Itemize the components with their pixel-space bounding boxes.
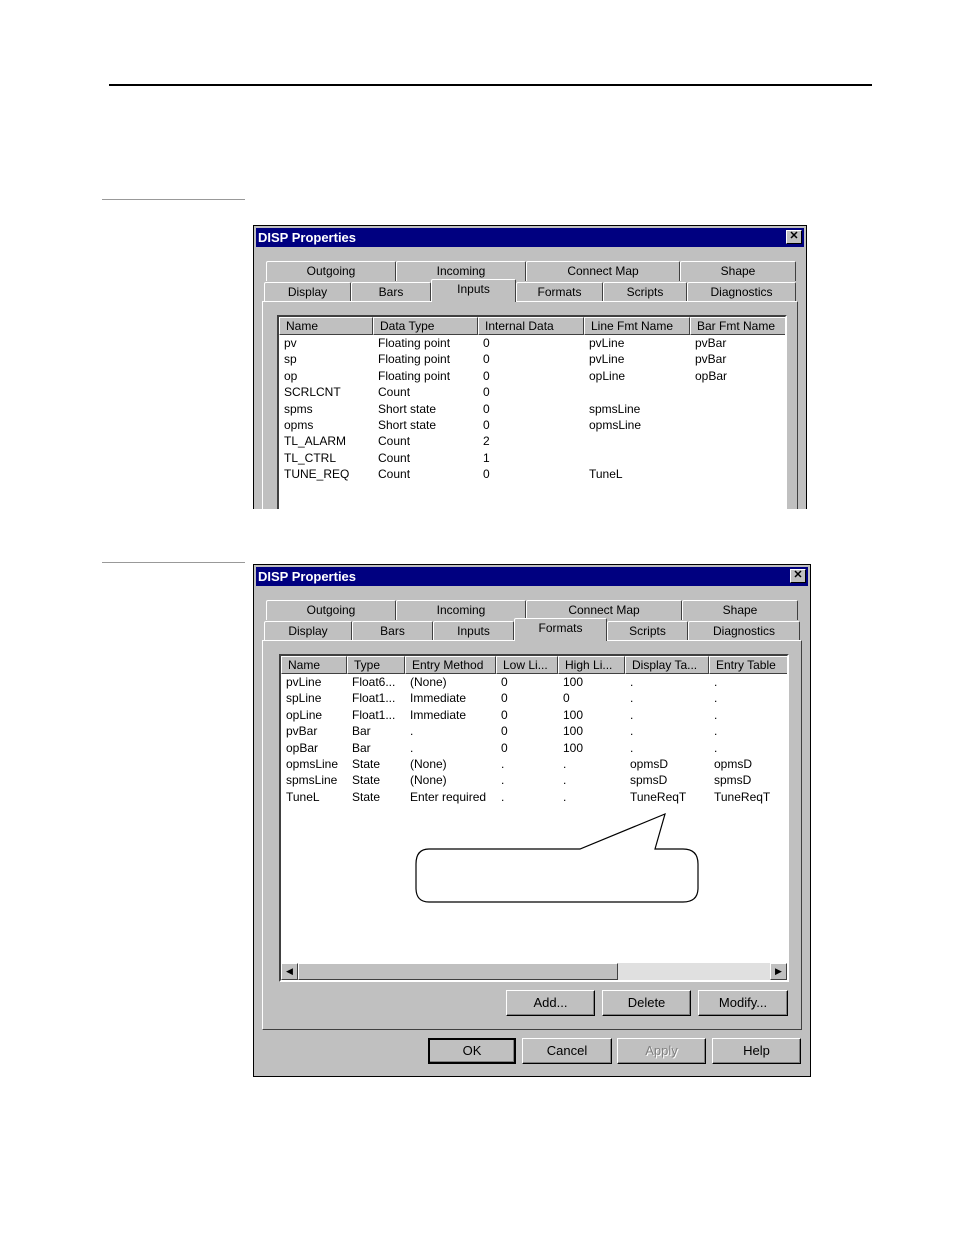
table-cell: 0 (501, 691, 508, 706)
tab-display[interactable]: Display (264, 621, 352, 641)
table-cell: pvBar (286, 724, 318, 739)
table-cell: . (630, 724, 634, 739)
tab-bars[interactable]: Bars (351, 282, 431, 302)
table-cell: sp (284, 352, 297, 367)
add-button[interactable]: Add... (506, 990, 595, 1016)
tab-incoming[interactable]: Incoming (396, 600, 526, 620)
table-cell: SCRLCNT (284, 385, 341, 400)
table-cell: Short state (378, 418, 437, 432)
table-cell: . (714, 724, 718, 739)
table-cell: opmsD (714, 757, 753, 771)
table-cell: TuneReqT (630, 789, 687, 804)
table-cell: (None) (410, 675, 447, 689)
table-cell: Floating point (378, 368, 451, 383)
table-cell: . (630, 740, 634, 755)
table-cell: 0 (483, 418, 490, 432)
table-cell: . (630, 691, 634, 706)
table-row[interactable] (279, 417, 785, 433)
table-cell: spLine (286, 691, 322, 706)
table-cell: . (563, 789, 567, 804)
scroll-left-icon[interactable]: ◀ (281, 963, 298, 980)
table-cell: Count (378, 450, 411, 465)
table-row[interactable] (281, 772, 787, 788)
table-cell: Bar (352, 740, 371, 755)
tab-inputs[interactable]: Inputs (431, 279, 516, 302)
close-icon[interactable]: ✕ (790, 569, 806, 583)
delete-button[interactable]: Delete (602, 990, 691, 1016)
table-cell: spmsLine (286, 773, 338, 788)
tab-diagnostics[interactable]: Diagnostics (687, 282, 796, 302)
cancel-button[interactable]: Cancel (522, 1038, 612, 1064)
table-cell: TuneReqT (714, 789, 771, 804)
inputs-list[interactable] (277, 315, 787, 509)
table-cell: Short state (378, 401, 437, 416)
tab-scripts[interactable]: Scripts (603, 282, 687, 302)
column-header-bar-fmt-name[interactable]: Bar Fmt Name (690, 317, 787, 335)
title-bar (256, 228, 804, 247)
table-cell: Float1... (352, 707, 396, 722)
table-cell: pvBar (695, 336, 727, 350)
table-cell: TuneL (589, 467, 623, 482)
table-cell: opmsLine (286, 757, 339, 771)
table-cell: . (563, 773, 567, 788)
table-cell: opmsD (630, 757, 669, 771)
modify-button[interactable]: Modify... (698, 990, 788, 1016)
table-cell: 0 (483, 352, 490, 367)
table-cell: 100 (563, 675, 584, 689)
table-cell: Count (378, 385, 411, 400)
table-cell: opLine (286, 707, 323, 722)
table-cell: spmsD (714, 773, 752, 788)
tab-formats[interactable]: Formats (516, 282, 603, 302)
table-cell: Floating point (378, 352, 451, 367)
table-cell: . (714, 691, 718, 706)
tab-outgoing[interactable]: Outgoing (266, 600, 396, 620)
table-cell: 100 (563, 740, 584, 755)
table-cell: Floating point (378, 336, 451, 350)
column-header-internal-data[interactable]: Internal Data (478, 317, 584, 335)
table-row[interactable] (281, 690, 787, 706)
table-cell: 0 (501, 675, 508, 689)
table-row[interactable] (281, 707, 787, 723)
tab-connect-map[interactable]: Connect Map (526, 600, 682, 620)
table-row[interactable] (279, 368, 785, 384)
table-cell: 0 (501, 707, 508, 722)
tab-diagnostics[interactable]: Diagnostics (688, 621, 800, 641)
scroll-right-icon[interactable]: ▶ (770, 963, 787, 980)
table-cell: spms (284, 401, 313, 416)
table-cell: spmsD (630, 773, 668, 788)
table-row[interactable] (281, 723, 787, 739)
table-cell: . (501, 757, 505, 771)
disp-properties-dialog-inputs (253, 225, 807, 509)
table-cell: opmsLine (589, 418, 642, 432)
scroll-thumb[interactable] (298, 963, 618, 980)
column-header-entry-table[interactable]: Entry Table (709, 656, 789, 674)
tab-incoming[interactable]: Incoming (396, 261, 526, 281)
table-cell: opLine (589, 368, 626, 383)
tab-scripts[interactable]: Scripts (607, 621, 688, 641)
table-cell: . (630, 707, 634, 722)
table-cell: 0 (501, 724, 508, 739)
table-cell: . (410, 724, 414, 739)
table-cell: pvLine (286, 675, 322, 689)
column-header-line-fmt-name[interactable]: Line Fmt Name (584, 317, 690, 335)
table-cell: TL_ALARM (284, 434, 347, 449)
column-header-display-table[interactable]: Display Ta... (625, 656, 709, 674)
close-icon[interactable]: ✕ (786, 230, 802, 244)
tab-connect-map[interactable]: Connect Map (526, 261, 680, 281)
table-cell: pvBar (695, 352, 727, 367)
column-header-type[interactable]: Type (347, 656, 405, 674)
table-cell: . (714, 675, 718, 689)
table-cell: pv (284, 336, 297, 350)
table-cell: Bar (352, 724, 371, 739)
table-cell: 2 (483, 434, 490, 449)
table-cell: spmsLine (589, 401, 641, 416)
page-top-rule (109, 84, 872, 86)
table-cell: Float6... (352, 675, 396, 689)
table-cell: TUNE_REQ (284, 467, 350, 482)
table-cell: 0 (483, 385, 490, 400)
table-row[interactable] (281, 674, 787, 690)
table-cell: Enter required (410, 789, 487, 804)
table-cell: Immediate (410, 691, 467, 706)
table-cell: 0 (501, 740, 508, 755)
table-cell: 0 (483, 368, 490, 383)
table-cell: 0 (483, 467, 490, 482)
table-row[interactable] (279, 384, 785, 400)
table-row[interactable] (279, 450, 785, 466)
tab-bars[interactable]: Bars (352, 621, 433, 641)
dialog-title: DISP Properties (258, 569, 357, 584)
callout-bubble (415, 812, 699, 904)
table-cell: Count (378, 434, 411, 449)
table-cell: 100 (563, 724, 584, 739)
column-header-name[interactable]: Name (279, 317, 373, 335)
table-cell: 1 (483, 450, 490, 465)
table-cell: pvLine (589, 352, 625, 367)
table-row[interactable] (279, 433, 785, 449)
column-header-data-type[interactable]: Data Type (373, 317, 478, 335)
title-bar (256, 567, 808, 586)
table-cell: . (563, 757, 567, 771)
table-cell: 0 (483, 336, 490, 350)
column-header-entry-method[interactable]: Entry Method (405, 656, 496, 674)
table-cell: opms (284, 418, 314, 432)
column-header-low-limit[interactable]: Low Li... (496, 656, 558, 674)
tab-display[interactable]: Display (264, 282, 351, 302)
table-cell: 0 (483, 401, 490, 416)
table-cell: op (284, 368, 298, 383)
tab-formats[interactable]: Formats (514, 618, 607, 641)
table-row[interactable] (279, 466, 785, 482)
table-row[interactable] (281, 789, 787, 805)
table-cell: Count (378, 467, 411, 482)
table-cell: . (410, 740, 414, 755)
table-row[interactable] (281, 740, 787, 756)
ok-button[interactable]: OK (428, 1038, 516, 1064)
apply-button[interactable]: Apply (617, 1038, 706, 1064)
table-row[interactable] (279, 351, 785, 367)
table-cell: Immediate (410, 707, 467, 722)
table-cell: pvLine (589, 336, 625, 350)
table-cell: . (714, 740, 718, 755)
table-cell: opBar (286, 740, 319, 755)
margin-rule-2 (102, 562, 245, 563)
tab-shape[interactable]: Shape (680, 261, 796, 281)
table-cell: 0 (563, 691, 570, 706)
table-cell: (None) (410, 773, 447, 788)
margin-rule-1 (102, 199, 245, 200)
column-header-name[interactable]: Name (281, 656, 347, 674)
table-cell: . (501, 789, 505, 804)
help-button[interactable]: Help (712, 1038, 801, 1064)
table-cell: (None) (410, 757, 447, 771)
table-cell: opBar (695, 368, 728, 383)
table-cell: Float1... (352, 691, 396, 706)
tab-shape[interactable]: Shape (682, 600, 798, 620)
dialog-title: DISP Properties (258, 230, 357, 245)
table-cell: TuneL (286, 789, 320, 804)
table-row[interactable] (281, 756, 787, 772)
tab-outgoing[interactable]: Outgoing (266, 261, 396, 281)
column-header-high-limit[interactable]: High Li... (558, 656, 625, 674)
table-cell: State (352, 773, 381, 788)
table-cell: State (352, 757, 381, 771)
horizontal-scrollbar[interactable] (281, 963, 787, 980)
table-cell: 100 (563, 707, 584, 722)
tab-inputs[interactable]: Inputs (433, 621, 514, 641)
table-row[interactable] (279, 335, 785, 351)
table-cell: TL_CTRL (284, 450, 337, 465)
table-row[interactable] (279, 401, 785, 417)
table-cell: . (501, 773, 505, 788)
table-cell: . (630, 675, 634, 689)
table-cell: State (352, 789, 381, 804)
table-cell: . (714, 707, 718, 722)
